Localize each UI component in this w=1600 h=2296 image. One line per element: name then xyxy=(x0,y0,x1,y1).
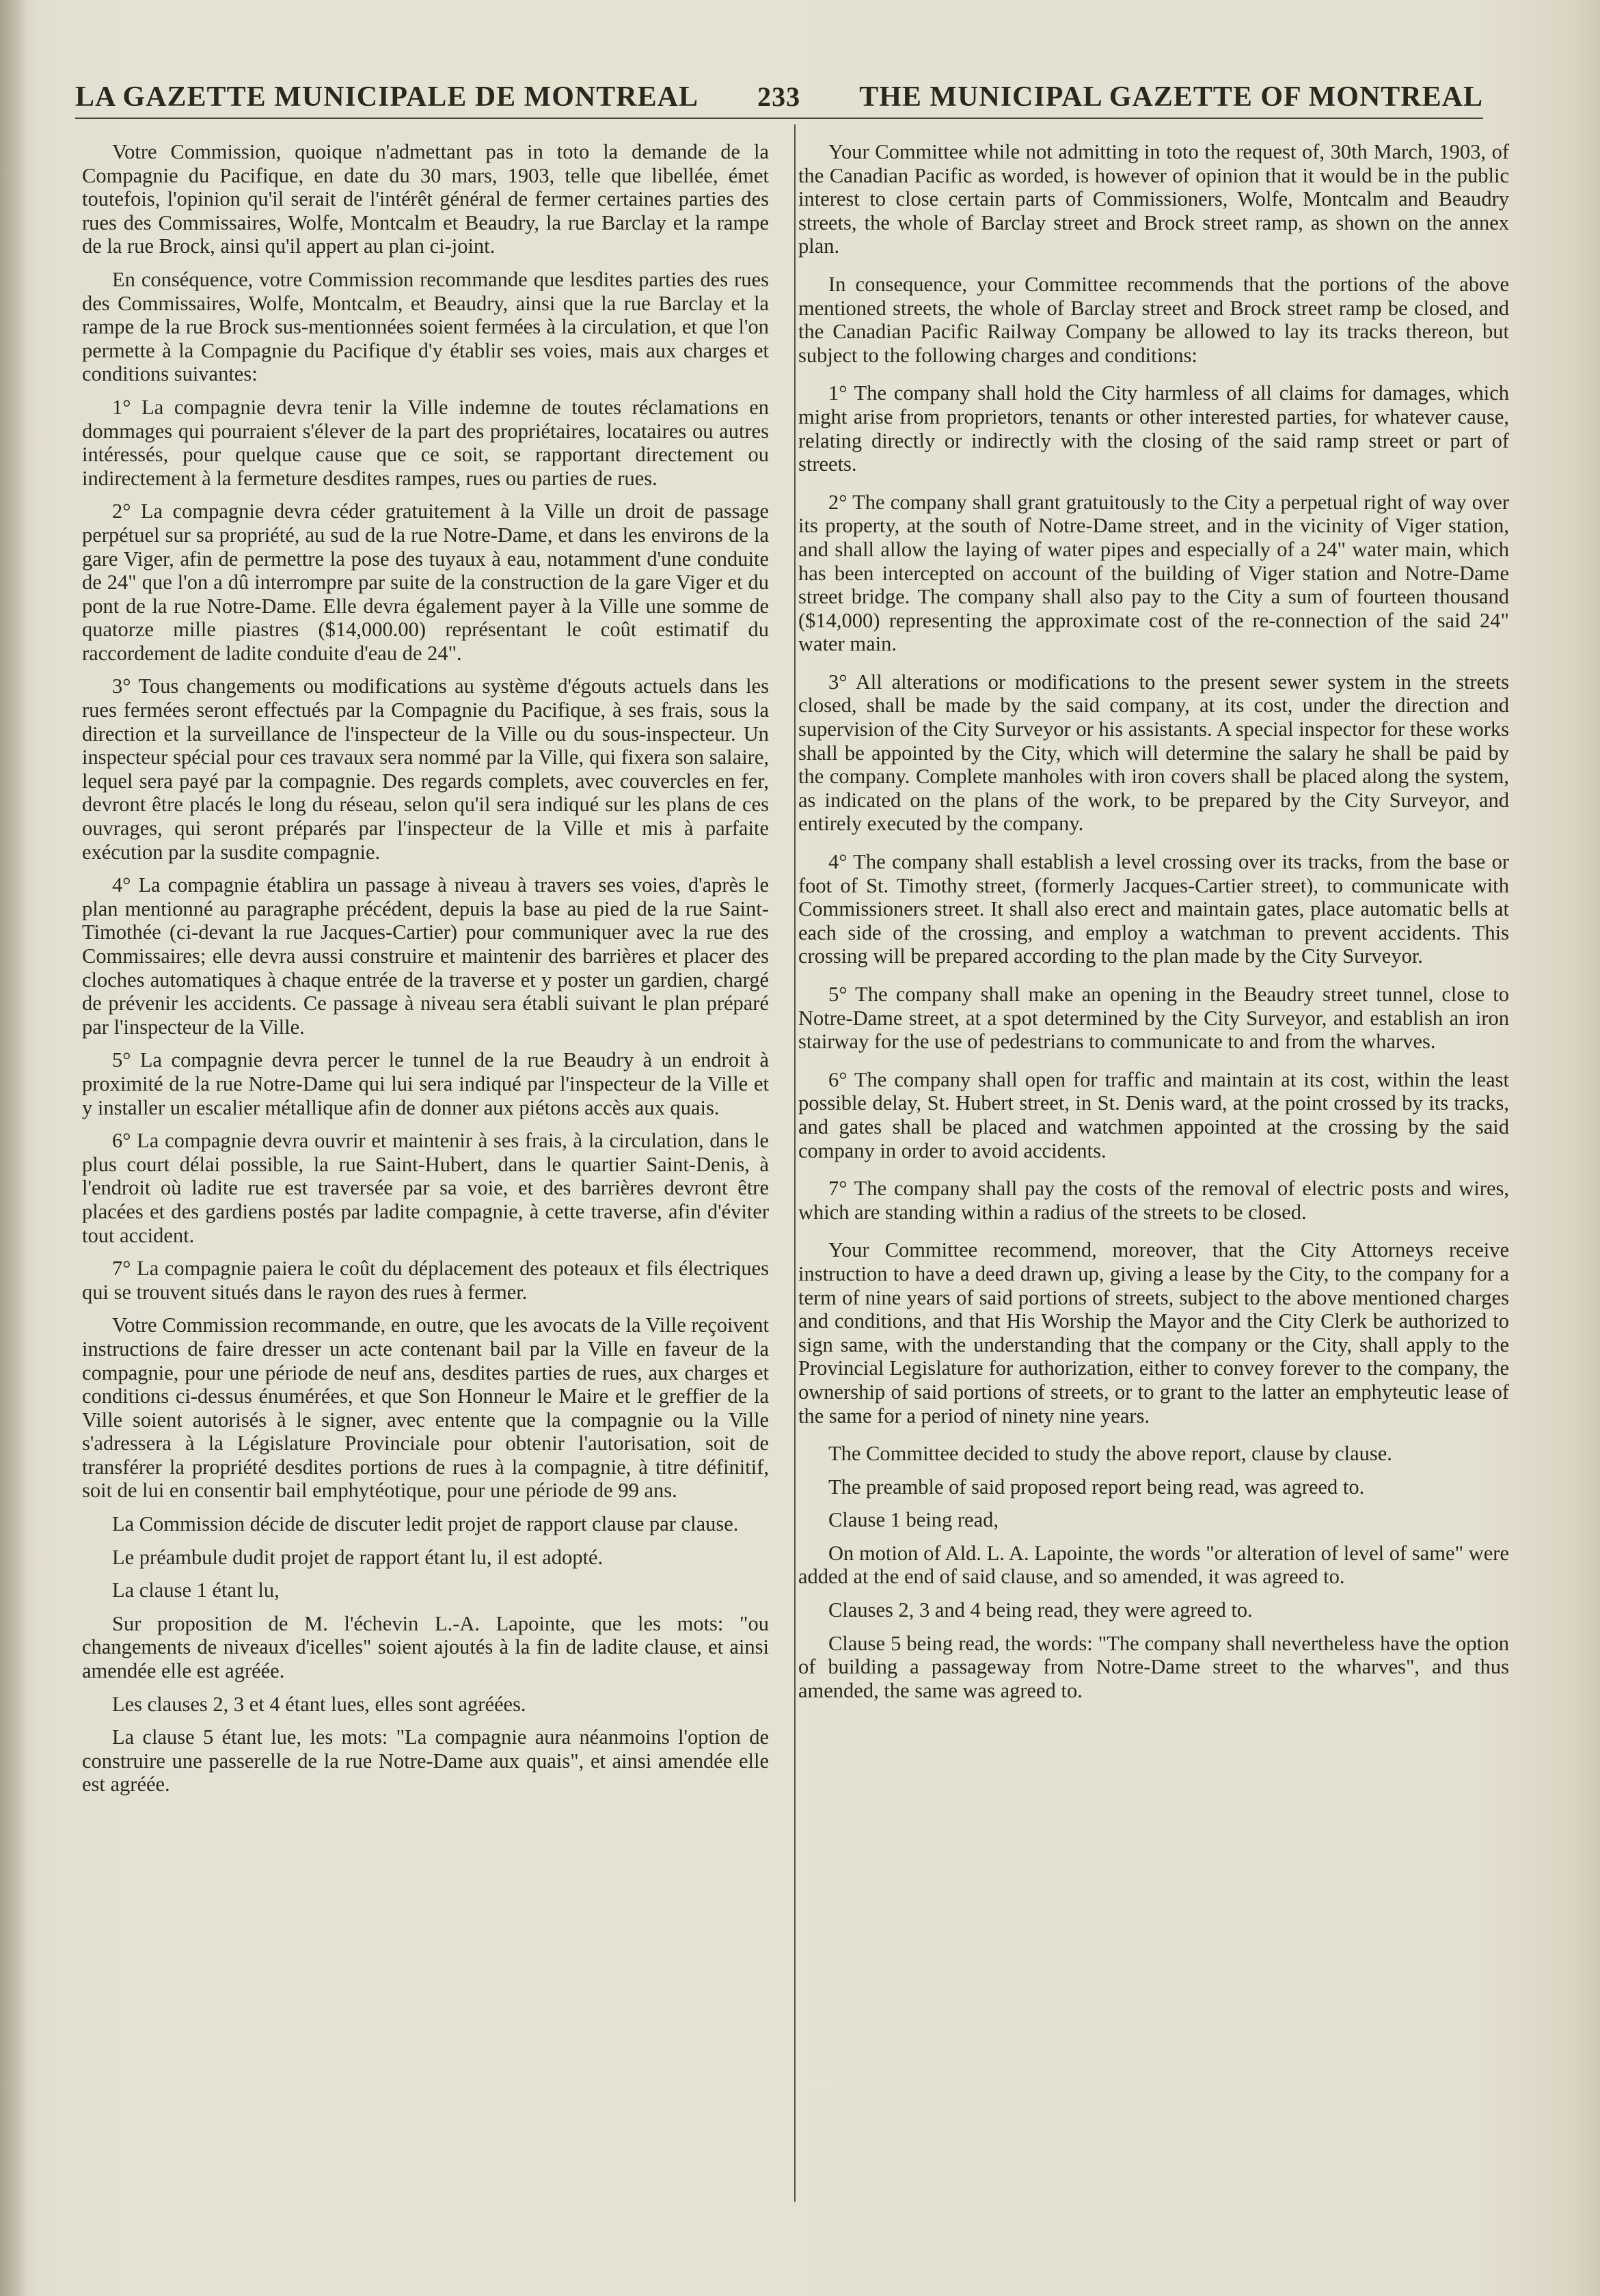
page-number: 233 xyxy=(757,81,801,112)
french-clause: 5° La compagnie devra percer le tunnel de la rue Beaudry à un endroit à proximité de la rue Notre-Dame qui lui sera indiqué par l'inspecteur de la Ville et y installer un escalier métallique afin de donner aux piétons accès aux quais. xyxy=(82,1048,769,1119)
english-clause: 4° The company shall establish a level crossing over its tracks, from the base or foot of St. Timothy street, (formerly Jacques-Cartier street), to communicate with Commissioners street. It shall also erect and maintain gates, place automatic bells at each side of the crossing, and employ a watchman to prevent accidents. This crossing will be prepared according to the plan made by the City Surveyor. xyxy=(798,850,1509,968)
header-title-french: LA GAZETTE MUNICIPALE DE MONTREAL xyxy=(75,81,699,113)
english-paragraph: The preamble of said proposed report being read, was agreed to. xyxy=(828,1475,1365,1499)
french-paragraph: Votre Commission, quoique n'admettant pas in toto la demande de la Compagnie du Pacifique, en date du 30 mars, 1903, telle que libellée, émet toutefois, l'opinion qu'il serait de l'intérêt général de fermer certaines parties des rues des Commissaires, Wolfe, Montcalm et Beaudry, la rue Barclay et la rampe de la rue Brock, ainsi qu'il appert au plan ci-joint. xyxy=(82,140,769,258)
french-column xyxy=(82,140,769,1806)
french-clause: 2° La compagnie devra céder gratuitement à la Ville un droit de passage perpétuel sur sa propriété, au sud de la rue Notre-Dame, et dans les environs de la gare Viger, afin de permettre la pose des tuyaux à eau, notamment d'une conduite de 24" que l'on a dû interrompre par suite de la construction de la gare Viger et du pont de la rue Notre-Dame. Elle devra également payer à la Ville une somme de quatorze mille piastres ($14,000.00) représentant le coût estimatif du raccordement de ladite conduite d'eau de 24". xyxy=(82,500,769,665)
french-paragraph: La clause 1 étant lu, xyxy=(112,1578,280,1602)
english-paragraph: On motion of Ald. L. A. Lapointe, the words "or alteration of level of same" were added at the end of said clause, and so amended, it was agreed to. xyxy=(798,1541,1509,1589)
french-paragraph: La Commission décide de discuter ledit projet de rapport clause par clause. xyxy=(112,1512,739,1536)
page-header xyxy=(75,81,1483,122)
column-divider xyxy=(794,124,796,2202)
english-clause: 3° All alterations or modifications to the present sewer system in the streets closed, shall be made by the said company, at its cost, under the direction and supervision of the City Surveyor or his assistants. A special inspector for these works shall be appointed by the City, which will determine the salary he shall be paid by the company. Complete manholes with iron covers shall be placed along the system, as indicated on the plans of the work, to be prepared by the City Surveyor, and entirely executed by the company. xyxy=(798,670,1509,836)
binding-shadow xyxy=(0,0,27,2296)
english-paragraph: Your Committee recommend, moreover, that the City Attorneys receive instruction to have a deed drawn up, giving a lease by the City, to the company for a term of nine years of said portions of streets, subject to the above mentioned charges and conditions, and that His Worship the Mayor and the City Clerk be authorized to sign same, with the understanding that the company or the City, shall apply to the Provincial Legislature for authorization, either to convey forever to the company, the ownership of said portions of streets, or to grant to the latter an emphyteutic lease of the same for a period of ninety nine years. xyxy=(798,1238,1509,1427)
french-paragraph: Votre Commission recommande, en outre, que les avocats de la Ville reçoivent instructions de faire dresser un acte contenant bail par la Ville en faveur de la compagnie, pour une période de neuf ans, desdites parties de rues, aux charges et conditions ci-dessus énumérées, et que Son Honneur le Maire et le greffier de la Ville soient autorisés à le signer, avec entente que la compagnie ou la Ville s'adressera à la Législature Provinciale pour obtenir l'autorisation, soit de transférer la propriété desdites portions de rues à la compagnie, à titre définitif, soit de lui en consentir bail emphytéotique, pour une période de 99 ans. xyxy=(82,1313,769,1503)
french-clause: 7° La compagnie paiera le coût du déplacement des poteaux et fils électriques qui se trouvent situés dans le rayon des rues à fermer. xyxy=(82,1257,769,1304)
english-clause: 7° The company shall pay the costs of the removal of electric posts and wires, which are standing within a radius of the streets to be closed. xyxy=(798,1177,1509,1224)
french-paragraph: La clause 5 étant lue, les mots: "La compagnie aura néanmoins l'option de construire une passerelle de la rue Notre-Dame aux quais", et ainsi amendée elle est agréée. xyxy=(82,1725,769,1796)
english-paragraph: The Committee decided to study the above report, clause by clause. xyxy=(828,1442,1392,1466)
header-rule xyxy=(75,118,1483,119)
french-clause: 4° La compagnie établira un passage à niveau à travers ses voies, d'après le plan mentionné au paragraphe précédent, depuis la base au pied de la rue Saint-Timothée (ci-devant la rue Jacques-Cartier) pour communiquer avec la rue des Commissaires; elle devra aussi construire et maintenir des barrières et placer des cloches automatiques à chaque entrée de la traverse et y poster un gardien, chargé de prévenir les accidents. Ce passage à niveau sera établi suivant le plan préparé par l'inspecteur de la Ville. xyxy=(82,873,769,1039)
french-paragraph: Le préambule dudit projet de rapport étant lu, il est adopté. xyxy=(112,1545,604,1569)
french-clause: 1° La compagnie devra tenir la Ville indemne de toutes réclamations en dommages qui pourraient s'élever de la part des propriétaires, locataires ou autres intéressés, pour quelque cause que ce soit, se rapportant directement ou indirectement à la fermeture desdites rampes, rues ou parties de rues. xyxy=(82,395,769,490)
french-clause: 6° La compagnie devra ouvrir et maintenir à ses frais, à la circulation, dans le plus court délai possible, la rue Saint-Hubert, dans le quartier Saint-Denis, à l'endroit où ladite rue est traversée par sa voie, et des barrières devront être placées et des gardiens postés par ladite compagnie, à cette traverse, afin d'éviter tout accident. xyxy=(82,1129,769,1247)
english-paragraph: Clause 1 being read, xyxy=(828,1508,999,1532)
french-clause: 3° Tous changements ou modifications au système d'égouts actuels dans les rues fermées seront effectués par la Compagnie du Pacifique, à ses frais, sous la direction et la surveillance de l'inspecteur de la Ville ou du sous-inspecteur. Un inspecteur spécial pour ces travaux sera nommé par la Ville, qui fixera son salaire, lequel sera payé par la compagnie. Des regards complets, avec couvercles en fer, devront être placés le long du réseau, selon qu'il sera indiqué sur les plans de ces ouvrages, qui seront préparés par l'inspecteur de la Ville et mis à parfaite exécution par la susdite compagnie. xyxy=(82,674,769,864)
french-paragraph: Les clauses 2, 3 et 4 étant lues, elles sont agréées. xyxy=(112,1692,526,1716)
header-title-english: THE MUNICIPAL GAZETTE OF MONTREAL xyxy=(859,81,1483,113)
english-paragraph: Clauses 2, 3 and 4 being read, they were agreed to. xyxy=(828,1598,1253,1622)
english-clause: 2° The company shall grant gratuitously to the City a perpetual right of way over its property, at the south of Notre-Dame street, and in the vicinity of Viger station, and shall allow the laying of water pipes and especially of a 24" water main, which has been intercepted on account of the building of Viger station and Notre-Dame street bridge. The company shall also pay to the City a sum of fourteen thousand ($14,000) representing the approximate cost of the re-connection of the said 24" water main. xyxy=(798,490,1509,656)
french-paragraph: En conséquence, votre Commission recommande que lesdites parties des rues des Commissaires, Wolfe, Montcalm, et Beaudry, ainsi que la rue Barclay et la rampe de la rue Brock sus-mentionnées soient fermées à la circulation, et que l'on permette à la Compagnie du Pacifique d'y établir ses voies, mais aux charges et conditions suivantes: xyxy=(82,267,769,386)
english-clause: 6° The company shall open for traffic and maintain at its cost, within the least possible delay, St. Hubert street, in St. Denis ward, at the point crossed by its tracks, and gates shall be placed and watchmen appointed at the crossing by the said company in order to avoid accidents. xyxy=(798,1067,1509,1162)
english-paragraph: In consequence, your Committee recommends that the portions of the above mentioned streets, the whole of Barclay street and Brock street ramp be closed, and the Canadian Pacific Railway Company be allowed to lay its tracks thereon, but subject to the following charges and conditions: xyxy=(798,272,1509,367)
english-paragraph: Your Committee while not admitting in toto the request of, 30th March, 1903, of the Canadian Pacific as worded, is however of opinion that it would be in the public interest to close certain parts of Commissioners, Wolfe, Montcalm and Beaudry streets, the whole of Barclay street and Brock street ramp, as shown on the annex plan. xyxy=(798,140,1509,258)
english-paragraph: Clause 5 being read, the words: "The company shall nevertheless have the option of building a passageway from Notre-Dame street to the wharves", and thus amended, the same was agreed to. xyxy=(798,1631,1509,1702)
english-column xyxy=(798,140,1509,1712)
french-paragraph: Sur proposition de M. l'échevin L.-A. Lapointe, que les mots: "ou changements de niveaux d'icelles" soient ajoutés à la fin de ladite clause, et ainsi amendée elle est agréée. xyxy=(82,1611,769,1683)
english-clause: 5° The company shall make an opening in the Beaudry street tunnel, close to Notre-Dame street, at a spot determined by the City Surveyor, and establish an iron stairway for the use of pedestrians to communicate to and from the wharves. xyxy=(798,983,1509,1054)
english-clause: 1° The company shall hold the City harmless of all claims for damages, which might arise from proprietors, tenants or other interested parties, for whatever cause, relating directly or indirectly with the closing of the said ramp street or part of streets. xyxy=(798,381,1509,476)
